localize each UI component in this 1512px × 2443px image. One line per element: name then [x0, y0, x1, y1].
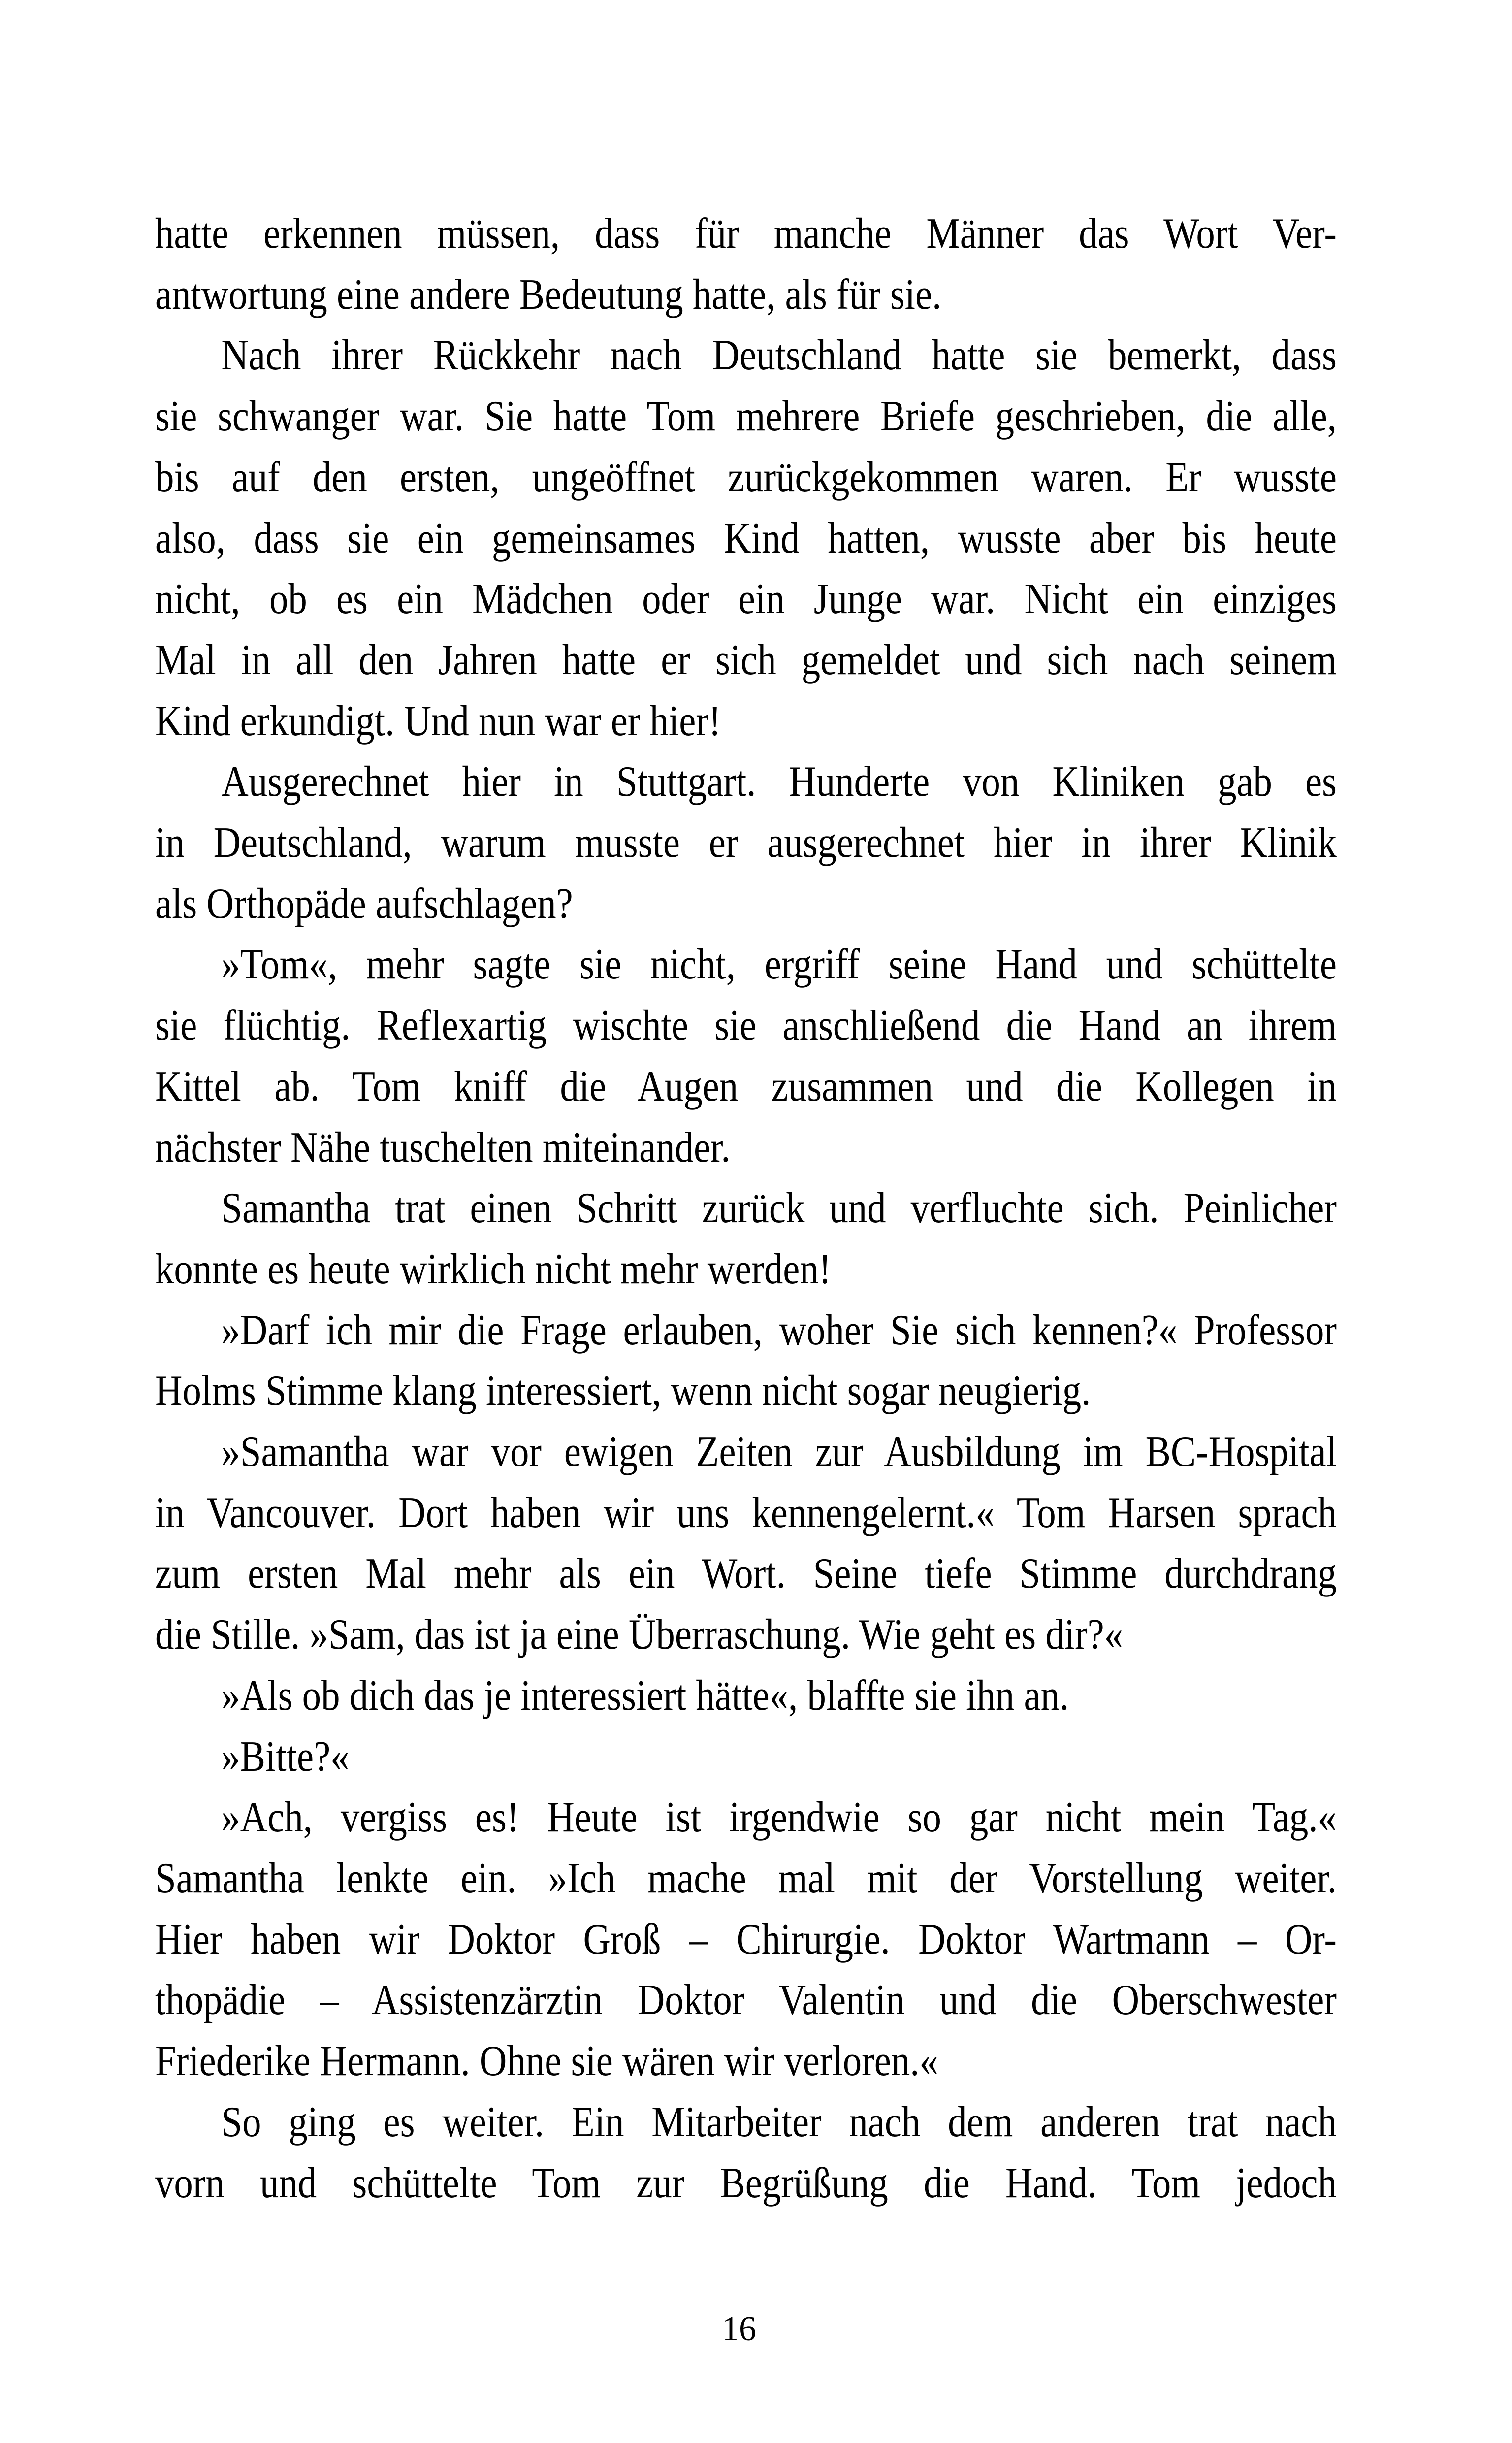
text-line: Friederike Hermann. Ohne sie wären wir verloren.« [155, 2037, 938, 2085]
text-line: Samantha lenkte ein. »Ich mache mal mit der Vorstellung weiter. [155, 1854, 1337, 1902]
text-line: als Orthopäde aufschlagen? [155, 879, 573, 928]
text-line: Mal in all den Jahren hatte er sich gemeldet und sich nach seinem [155, 636, 1337, 684]
text-line: Samantha trat einen Schritt zurück und verfluchte sich. Peinlicher [221, 1184, 1337, 1233]
text-line: Kind erkundigt. Und nun war er hier! [155, 697, 721, 745]
text-line: »Samantha war vor ewigen Zeiten zur Ausbildung im BC-Hospital [221, 1428, 1337, 1476]
text-line: in Deutschland, warum musste er ausgerechnet hier in ihrer Klinik [155, 819, 1337, 867]
text-line: Kittel ab. Tom kniff die Augen zusammen und die Kollegen in [155, 1062, 1337, 1110]
text-line: »Als ob dich das je interessiert hätte«, blaffte sie ihn an. [221, 1671, 1069, 1720]
text-line: nächster Nähe tuschelten miteinander. [155, 1123, 731, 1172]
text-line: sie schwanger war. Sie hatte Tom mehrere Briefe geschrieben, die alle, [155, 392, 1337, 441]
text-line: antwortung eine andere Bedeutung hatte, als für sie. [155, 270, 942, 319]
text-line: vorn und schüttelte Tom zur Begrüßung die Hand. Tom jedoch [155, 2159, 1337, 2207]
text-line: also, dass sie ein gemeinsames Kind hatten, wusste aber bis heute [155, 514, 1337, 562]
text-line: bis auf den ersten, ungeöffnet zurückgekommen waren. Er wusste [155, 453, 1337, 501]
text-line: zum ersten Mal mehr als ein Wort. Seine tiefe Stimme durchdrang [155, 1550, 1337, 1598]
text-line: »Bitte?« [221, 1732, 350, 1781]
text-line: Hier haben wir Doktor Groß – Chirurgie. Doktor Wartmann – Or- [155, 1915, 1337, 1963]
text-line: hatte erkennen müssen, dass für manche Männer das Wort Ver- [155, 210, 1337, 258]
text-line: sie flüchtig. Reflexartig wischte sie anschließend die Hand an ihrem [155, 1002, 1337, 1050]
page-text [155, 203, 1337, 2214]
text-line: konnte es heute wirklich nicht mehr werden! [155, 1245, 832, 1293]
text-line: »Ach, vergiss es! Heute ist irgendwie so gar nicht mein Tag.« [221, 1793, 1337, 1842]
text-line: Holms Stimme klang interessiert, wenn nicht sogar neugierig. [155, 1367, 1091, 1415]
text-line: nicht, ob es ein Mädchen oder ein Junge war. Nicht ein einziges [155, 575, 1337, 623]
text-line: Ausgerechnet hier in Stuttgart. Hunderte von Kliniken gab es [221, 758, 1337, 806]
page-number: 16 [722, 2310, 756, 2348]
text-line: thopädie – Assistenzärztin Doktor Valentin und die Oberschwester [155, 1976, 1337, 2024]
text-line: So ging es weiter. Ein Mitarbeiter nach dem anderen trat nach [221, 2098, 1337, 2146]
text-line: »Tom«, mehr sagte sie nicht, ergriff seine Hand und schüttelte [221, 941, 1337, 989]
text-line: in Vancouver. Dort haben wir uns kennengelernt.« Tom Harsen sprach [155, 1489, 1337, 1537]
text-line: die Stille. »Sam, das ist ja eine Überraschung. Wie geht es dir?« [155, 1611, 1124, 1659]
text-line: »Darf ich mir die Frage erlauben, woher Sie sich kennen?« Professor [221, 1306, 1337, 1354]
text-line: Nach ihrer Rückkehr nach Deutschland hatte sie bemerkt, dass [221, 331, 1337, 380]
